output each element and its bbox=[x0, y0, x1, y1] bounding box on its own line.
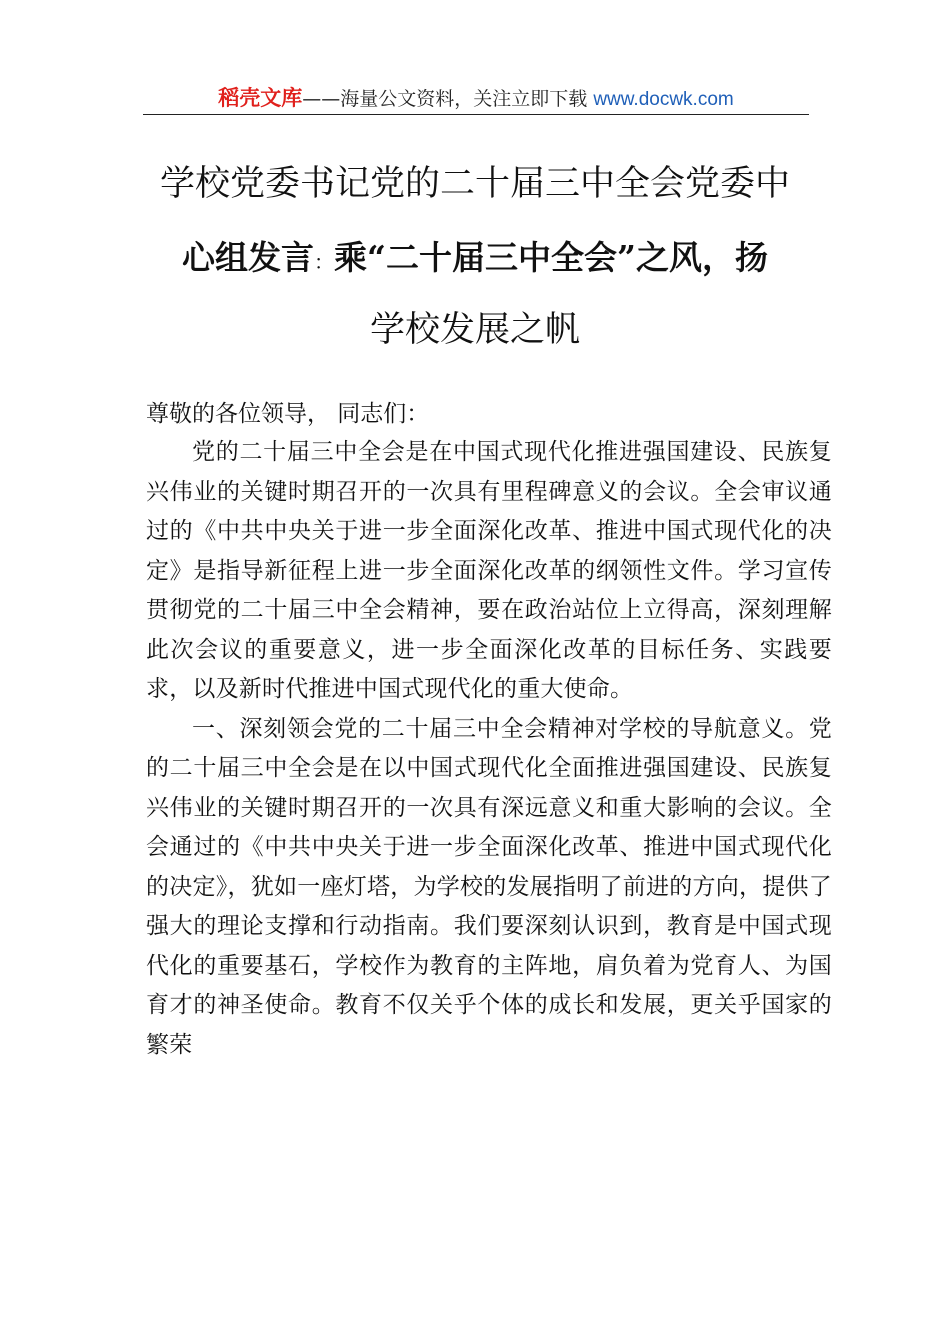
document-header bbox=[143, 84, 809, 115]
paragraph-1: 党的二十届三中全会是在中国式现代化推进强国建设、民族复兴伟业的关键时期召开的一次具有里程碑意义的会议。全会审议通过的《中共中央关于进一步全面深化改革、推进中国式现代化的决定》是指导新征程上进一步全面深化改革的纲领性文件。学习宣传贯彻党的二十届三中全会精神，要在政治站位上立得高，深刻理解此次会议的重要意义，进一步全面深化改革的目标任务、实践要求，以及新时代推进中国式现代化的重大使命。 bbox=[146, 439, 832, 702]
brand-name: 稻壳文库 bbox=[218, 86, 303, 110]
document-title bbox=[148, 148, 802, 367]
header-tagline: 海量公文资料，关注立即下载 bbox=[340, 88, 588, 110]
document-body bbox=[146, 395, 832, 1065]
header-dash: —— bbox=[302, 88, 341, 110]
title-line-2 bbox=[148, 221, 802, 294]
paragraph-2: 一、深刻领会党的二十届三中全会精神对学校的导航意义。党的二十届三中全会是在以中国式现代化全面推进强国建设、民族复兴伟业的关键时期召开的一次具有深远意义和重大影响的会议。全会通过的《中共中央关于进一步全面深化改革、推进中国式现代化的决定》，犹如一座灯塔，为学校的发展指明了前进的方向，提供了强大的理论支撑和行动指南。我们要深刻认识到，教育是中国式现代化的重要基石，学校作为教育的主阵地，肩负着为党育人、为国育才的神圣使命。教育不仅关乎个体的成长和发展，更关乎国家的繁荣 bbox=[146, 715, 832, 1058]
site-link[interactable]: www.docwk.com bbox=[593, 89, 734, 110]
title-line-2-rest: 乘“二十届三中全会”之风，扬 bbox=[334, 238, 768, 277]
salutation: 尊敬的各位领导， 同志们： bbox=[146, 401, 430, 427]
title-colon: ： bbox=[314, 250, 335, 274]
title-line-3: 学校发展之帆 bbox=[369, 310, 580, 350]
title-line-2-prefix: 心组发言 bbox=[182, 238, 315, 277]
title-line-1: 学校党委书记党的二十届三中全会党委中 bbox=[159, 164, 790, 204]
